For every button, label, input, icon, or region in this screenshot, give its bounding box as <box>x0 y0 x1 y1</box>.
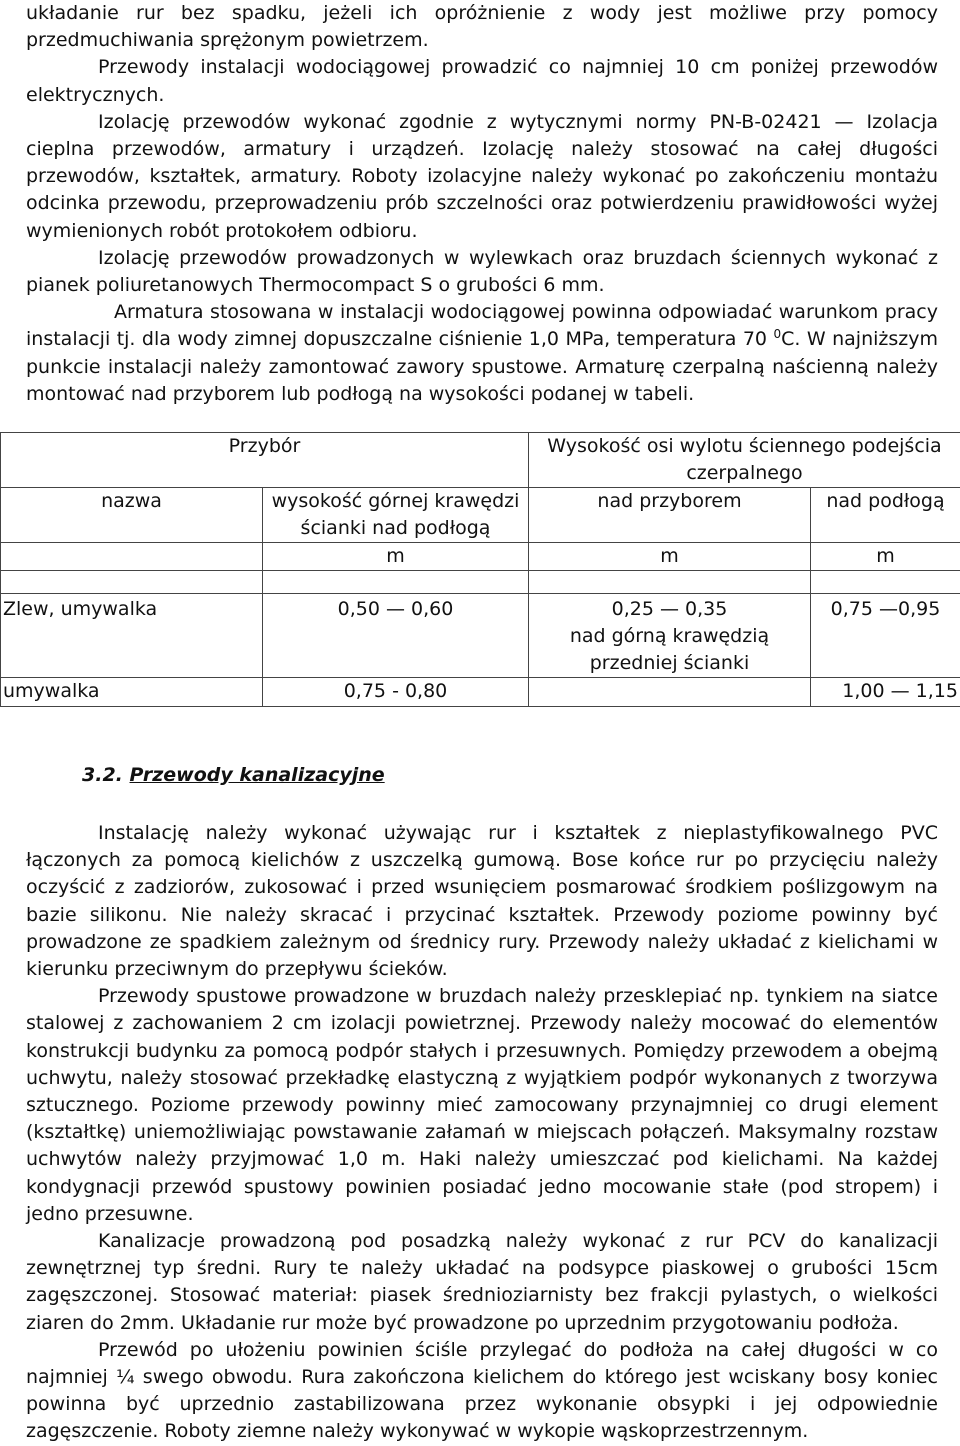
paragraph-kanalizacja-posadzka: Kanalizacje prowadzoną pod posadzką należy wykonać z rur PCV do kanalizacji zewnętrznej typ średni. Rury te należy układać na podsypce piaskowej o grubości 15cm zagęszczonej. Stosować materiał: piasek średnioziarnisty bez frakcji pylastych, o wielkości ziaren do 2mm. Układanie rur może być prowadzone po uprzednim przygotowaniu podłoża. <box>26 1228 938 1337</box>
unit-cell: m <box>263 543 529 571</box>
spacer-cell <box>529 571 811 594</box>
col-wysokosc-krawedzi: wysokość górnej krawędzi ścianki nad podłogą <box>263 488 529 543</box>
unit-cell: m <box>529 543 811 571</box>
row-nad-podloga: 0,75 —0,95 <box>811 594 960 678</box>
row-nad-przyborem-note: nad górną krawędzią przedniej ścianki <box>531 623 808 677</box>
paragraph-armatura <box>26 299 938 408</box>
row-nad-podloga: 1,00 — 1,15 <box>811 678 960 707</box>
bottom-text-block <box>26 820 938 1446</box>
paragraph-izolacja: Izolację przewodów wykonać zgodnie z wytycznymi normy PN-B-02421 — Izolacja cieplna przewodów, armatury i urządzeń. Izolację należy stosować na całej długości przewodów, kształtek, armatury. Roboty izolacyjne należy wykonać po zakończeniu montażu odcinka przewodu, przeprowadzeniu prób szczelności oraz potwierdzeniu prawidłowości wyżej wymienionych robót protokołem odbioru. <box>26 109 938 245</box>
spacer-cell <box>263 571 529 594</box>
table-row <box>1 594 960 678</box>
row-nazwa: Zlew, umywalka <box>1 594 263 678</box>
col-nad-podloga: nad podłogą <box>811 488 960 543</box>
paragraph-izolacja-wylewki: Izolację przewodów prowadzonych w wylewkach oraz bruzdach ściennych wykonać z pianek poliuretanowych Thermocompact S o grubości 6 mm. <box>26 245 938 299</box>
row-krawedz: 0,50 — 0,60 <box>263 594 529 678</box>
row-nad-przyborem <box>529 678 811 707</box>
degree-superscript: 0 <box>773 327 781 341</box>
row-nad-przyborem <box>529 594 811 678</box>
paragraph-przewod-ulozenie: Przewód po ułożeniu powinien ściśle przylegać do podłoża na całej długości w co najmniej ¼ swego obwodu. Rura zakończona kielichem do którego jest wciskany bosy koniec powinna być uprzednio zastabilizowana przez wykonanie obsypki i jej odpowiednie zagęszczenie. Roboty ziemne należy wykonywać w wykopie wąskoprzestrzennym. <box>26 1337 938 1446</box>
paragraph-intro: układanie rur bez spadku, jeżeli ich opróżnienie z wody jest możliwe przy pomocy przedmuchiwania sprężonym powietrzem. <box>26 0 938 54</box>
paragraph-instalacja-pvc: Instalację należy wykonać używając rur i kształtek z nieplastyfikowalnego PVC łączonych za pomocą kielichów z uszczelką gumową. Bose końce rur po przycięciu należy oczyścić z zadziorów, zukosować i przed wsunięciem posmarować środkiem poślizgowym na bazie silikonu. Nie należy skracać i przycinać kształtek. Przewody poziome powinny być prowadzone ze spadkiem zależnym od średnicy rury. Przewody należy układać z kielichami w kierunku przeciwnym do przepływu ścieków. <box>26 820 938 983</box>
row-nad-przyborem-value: 0,25 — 0,35 <box>531 596 808 623</box>
col-nazwa: nazwa <box>1 488 263 543</box>
header-przybor: Przybór <box>1 433 529 488</box>
paragraph-przewody-spustowe: Przewody spustowe prowadzone w bruzdach należy przesklepiać np. tynkiem na siatce stalowej z zachowaniem 2 cm izolacji powietrznej. Przewody należy mocować do elementów konstrukcji budynku za pomocą podpór stałych i przesuwnych. Pomiędzy przewodem a obejmą uchwytu, należy stosować przekładkę elastyczną z wyjątkiem podpór wykonanych z tworzywa sztucznego. Poziome przewody powinny mieć zamocowany przynajmniej co drugi element (kształtkę) uniemożliwiając powstawanie załamań w miejscach połączeń. Maksymalny rozstaw uchwytów należy przyjmować 1,0 m. Haki należy umieszczać pod kielichami. Na każdej kondygnacji przewód spustowy powinien posiadać jedno mocowanie stałe (pod stropem) i jedno przesuwne. <box>26 983 938 1228</box>
paragraph-wodociag-elektryczne: Przewody instalacji wodociągowej prowadzić co najmniej 10 cm poniżej przewodów elektrycznych. <box>26 54 938 108</box>
row-nazwa: umywalka <box>1 678 263 707</box>
unit-cell: m <box>811 543 960 571</box>
unit-empty <box>1 543 263 571</box>
header-wysokosc: Wysokość osi wylotu ściennego podejścia czerpalnego <box>529 433 960 488</box>
row-krawedz: 0,75 - 0,80 <box>263 678 529 707</box>
armatura-text: Armatura stosowana w instalacji wodociągowej powinna odpowiadać warunkom pracy instalacji tj. dla wody zimnej dopuszczalne ciśnienie 1,0 MPa, temperatura 70 <box>26 301 938 350</box>
spacer-cell <box>811 571 960 594</box>
section-title: Przewody kanalizacyjne <box>130 764 385 786</box>
section-number: 3.2. <box>82 764 123 786</box>
section-heading <box>82 762 385 789</box>
top-text-block <box>26 0 938 408</box>
col-nad-przyborem: nad przyborem <box>529 488 811 543</box>
armatura-text-tail: C. W najniższym punkcie instalacji należy zamontować zawory spustowe. Armaturę czerpalną naścienną należy montować nad przyborem lub podłogą na wysokości podanej w tabeli. <box>26 328 938 404</box>
table-row <box>1 678 960 707</box>
fixture-height-table <box>0 432 960 707</box>
spacer-cell <box>1 571 263 594</box>
